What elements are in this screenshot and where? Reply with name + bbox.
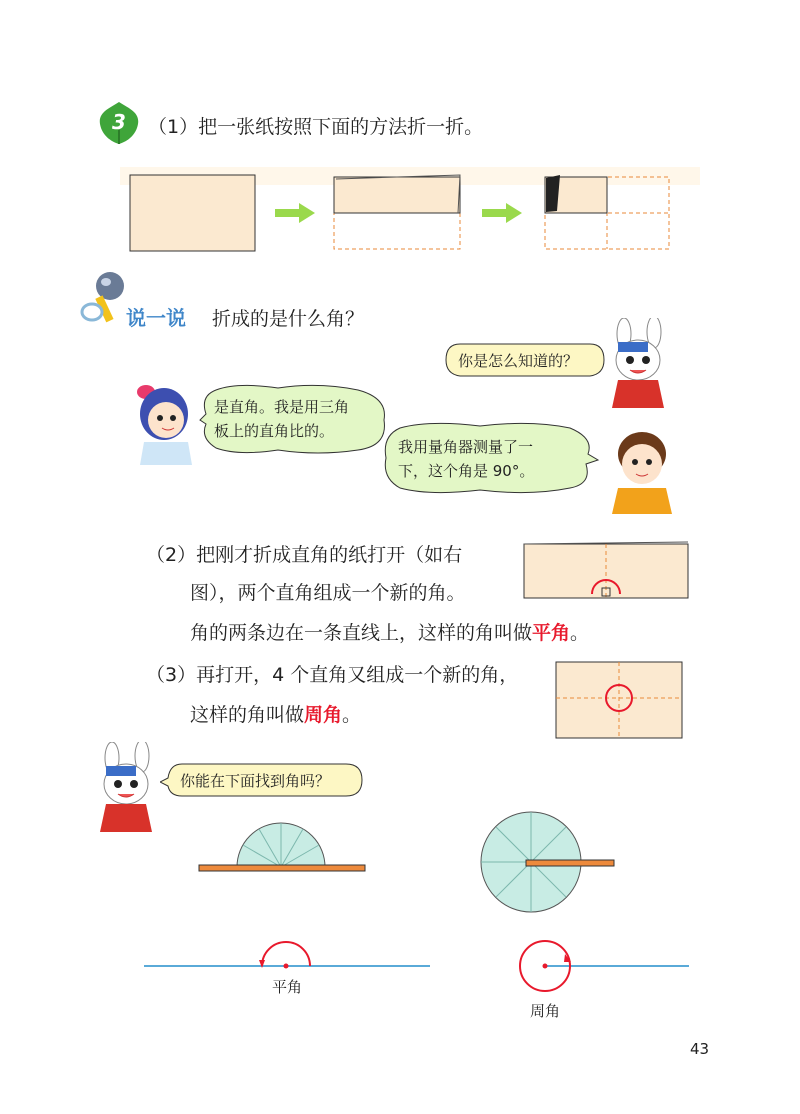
girl-character [128, 380, 198, 465]
bubble-rabbit-find-text: 你能在下面找到角吗？ [180, 772, 331, 790]
full-angle-label: 周角 [530, 1002, 561, 1020]
straight-angle-diagram [140, 930, 435, 980]
definition-end: 。 [570, 622, 590, 644]
bubble-boy-line1: 我用量角器测量了一 [398, 438, 534, 456]
exercise-number: 3 [112, 110, 126, 134]
definition-prefix: 角的两条边在一条直线上，这样的角叫做 [190, 622, 533, 644]
definition-prefix: 这样的角叫做 [190, 704, 305, 726]
paper-unfolded-half [520, 540, 692, 602]
bubble-girl-line1: 是直角。我是用三角 [214, 398, 350, 416]
talk-label: 说一说 [126, 306, 186, 330]
microphone-icon [80, 268, 130, 328]
full-fan-illustration [476, 800, 626, 920]
arrow-right-icon [482, 203, 522, 223]
folding-steps [120, 165, 700, 260]
boy-character [606, 428, 678, 514]
term-straight-angle: 平角 [532, 622, 571, 644]
speech-bubble-rabbit [440, 340, 606, 380]
rabbit-character [92, 742, 164, 834]
paper-folded-half [334, 175, 460, 249]
straight-angle-label: 平角 [272, 978, 303, 996]
question-3-line1: （3）再打开，4 个直角又组成一个新的角， [146, 664, 519, 686]
arrow-right-icon [275, 203, 315, 223]
question-2-line2: 图），两个直角组成一个新的角。 [190, 582, 466, 604]
bubble-boy-line2: 下，这个角是 90°。 [398, 462, 535, 480]
rabbit-character [602, 318, 677, 414]
speech-bubble-girl [198, 384, 388, 454]
term-full-angle: 周角 [304, 704, 343, 726]
page-number: 43 [690, 1040, 710, 1058]
paper-unfolded-full [554, 660, 686, 740]
paper-folded-quarter [545, 175, 669, 249]
question-2-line1: （2）把刚才折成直角的纸打开（如右 [146, 544, 463, 566]
speech-bubble-rabbit-find [160, 760, 365, 800]
speech-bubble-boy [380, 422, 595, 494]
talk-question: 折成的是什么角？ [212, 308, 365, 330]
full-angle-diagram [505, 930, 695, 1000]
paper-sheet-full [130, 175, 255, 251]
definition-end: 。 [342, 704, 362, 726]
half-fan-illustration [195, 815, 370, 875]
question-1: （1）把一张纸按照下面的方法折一折。 [148, 116, 484, 138]
bubble-rabbit-text: 你是怎么知道的？ [458, 352, 579, 370]
exercise-number-badge [96, 100, 142, 146]
full-angle-definition [190, 700, 361, 727]
bubble-girl-line2: 板上的直角比的。 [214, 422, 335, 440]
straight-angle-definition [190, 618, 589, 645]
